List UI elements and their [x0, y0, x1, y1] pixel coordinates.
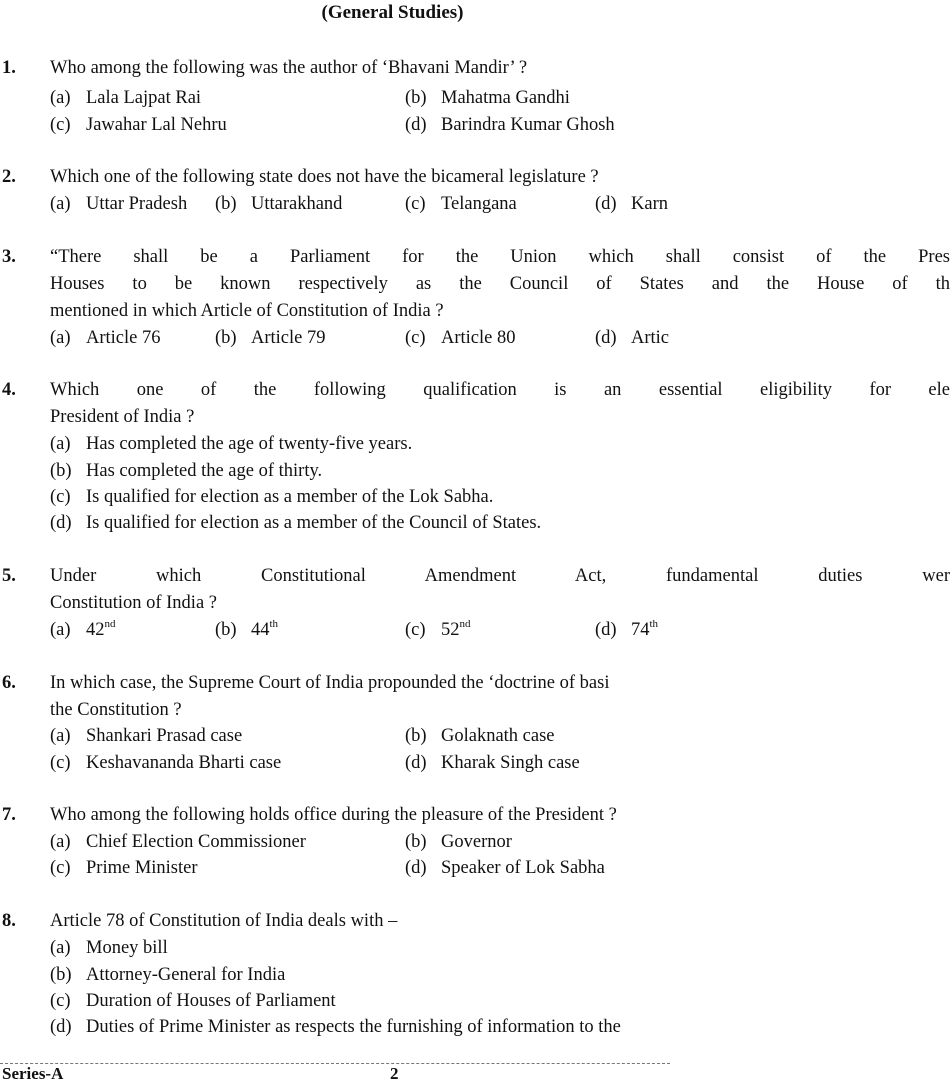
option-c [50, 115, 227, 136]
option-d [405, 753, 580, 774]
option-a [50, 620, 116, 641]
option-b [215, 194, 342, 215]
page-title: (General Studies) [321, 2, 464, 23]
option-label: (d) [405, 115, 427, 135]
option-label: (b) [405, 88, 427, 108]
option-text: Duration of Houses of Parliament [86, 991, 336, 1011]
question-text: “There shall be a Parliament for the Union which shall consist of the Pres [50, 247, 950, 267]
option-label: (d) [405, 753, 427, 773]
option-label: (a) [50, 434, 71, 454]
option-a [50, 328, 161, 349]
option-label: (b) [405, 726, 427, 746]
option-label: (c) [50, 487, 71, 507]
option-text: Mahatma Gandhi [441, 88, 570, 108]
option-a [50, 938, 168, 959]
option-a [50, 434, 412, 455]
option-label: (d) [405, 858, 427, 878]
option-text: Prime Minister [86, 858, 198, 878]
option-label: (d) [595, 620, 617, 640]
question-number: 6. [2, 673, 16, 693]
option-b [405, 726, 555, 747]
option-d [595, 194, 668, 215]
option-label: (b) [215, 620, 237, 640]
question-text: Article 78 of Constitution of India deals with – [50, 911, 398, 931]
question-text: Houses to be known respectively as the Council of States and the House of th [50, 274, 950, 294]
question-number: 7. [2, 805, 16, 825]
question-number: 4. [2, 380, 16, 400]
option-a [50, 726, 242, 747]
option-c [405, 620, 471, 641]
option-text: Money bill [86, 938, 168, 958]
option-label: (c) [405, 194, 426, 214]
option-text: Article 76 [86, 328, 161, 348]
option-b [50, 965, 285, 986]
option-label: (a) [50, 938, 71, 958]
option-text: Attorney-General for India [86, 965, 286, 985]
option-text: Uttar Pradesh [86, 194, 188, 214]
option-d [50, 513, 541, 534]
option-superscript: th [649, 618, 659, 630]
option-b [215, 620, 278, 641]
question-text: President of India ? [50, 407, 195, 427]
option-label: (c) [50, 991, 71, 1011]
option-text: Is qualified for election as a member of the Council of States. [86, 513, 542, 533]
question-number: 2. [2, 167, 16, 187]
option-a [50, 88, 201, 109]
question-text: Which one of the following qualification is an essential eligibility for ele [50, 380, 950, 400]
option-label: (a) [50, 328, 71, 348]
option-label: (c) [405, 328, 426, 348]
option-text: Article 80 [441, 328, 516, 348]
option-b [215, 328, 326, 349]
option-label: (d) [595, 194, 617, 214]
question-text: In which case, the Supreme Court of India propounded the ‘doctrine of basi [50, 673, 610, 693]
option-label: (b) [50, 461, 72, 481]
option-text: Lala Lajpat Rai [86, 88, 202, 108]
option-text: 52 [441, 620, 460, 640]
option-c [50, 858, 198, 879]
question-number: 3. [2, 247, 16, 267]
option-text: Keshavananda Bharti case [86, 753, 282, 773]
option-label: (d) [595, 328, 617, 348]
option-text: Artic [631, 328, 670, 348]
option-text: Is qualified for election as a member of the Lok Sabha. [86, 487, 494, 507]
option-text: Governor [441, 832, 512, 852]
option-a [50, 832, 306, 853]
option-b [405, 88, 570, 109]
option-label: (b) [215, 328, 237, 348]
question-text: mentioned in which Article of Constitution of India ? [50, 301, 444, 321]
question-text: the Constitution ? [50, 700, 182, 720]
question-number: 8. [2, 911, 16, 931]
question-number: 1. [2, 58, 16, 78]
option-text: Duties of Prime Minister as respects the furnishing of information to the [86, 1017, 621, 1037]
option-label: (b) [215, 194, 237, 214]
option-b [50, 461, 322, 482]
option-label: (a) [50, 620, 71, 640]
option-c [50, 753, 281, 774]
option-text: 44 [251, 620, 270, 640]
option-text: Chief Election Commissioner [86, 832, 306, 852]
option-text: Shankari Prasad case [86, 726, 243, 746]
option-c [50, 991, 336, 1012]
option-b [405, 832, 512, 853]
option-a [50, 194, 187, 215]
option-d [50, 1017, 621, 1038]
question-number: 5. [2, 566, 16, 586]
option-label: (a) [50, 726, 71, 746]
option-superscript: th [269, 618, 279, 630]
option-d [405, 115, 615, 136]
option-text: Barindra Kumar Ghosh [441, 115, 615, 135]
option-d [595, 328, 669, 349]
option-label: (d) [50, 513, 72, 533]
option-label: (c) [50, 858, 71, 878]
option-text: Karn [631, 194, 668, 214]
option-text: Has completed the age of twenty-five years. [86, 434, 413, 454]
option-label: (a) [50, 194, 71, 214]
page-number: 2 [390, 1064, 399, 1083]
question-text: Under which Constitutional Amendment Act, fundamental duties wer [50, 566, 950, 586]
question-text: Constitution of India ? [50, 593, 217, 613]
option-text: 74 [631, 620, 650, 640]
option-label: (b) [50, 965, 72, 985]
option-text: Telangana [441, 194, 517, 214]
option-superscript: nd [104, 618, 116, 630]
option-text: Kharak Singh case [441, 753, 580, 773]
option-label: (b) [405, 832, 427, 852]
option-text: Uttarakhand [251, 194, 343, 214]
option-label: (a) [50, 88, 71, 108]
option-c [405, 194, 517, 215]
footer-divider [0, 1063, 670, 1064]
option-text: Golaknath case [441, 726, 555, 746]
option-d [405, 858, 605, 879]
option-d [595, 620, 658, 641]
question-text: Who among the following holds office during the pleasure of the President ? [50, 805, 617, 825]
option-text: Jawahar Lal Nehru [86, 115, 227, 135]
option-c [405, 328, 516, 349]
question-text: Who among the following was the author of ‘Bhavani Mandir’ ? [50, 58, 528, 78]
option-text: Speaker of Lok Sabha [441, 858, 605, 878]
option-label: (c) [405, 620, 426, 640]
option-text: Has completed the age of thirty. [86, 461, 323, 481]
option-label: (a) [50, 832, 71, 852]
option-label: (c) [50, 115, 71, 135]
question-text: Which one of the following state does not have the bicameral legislature ? [50, 167, 599, 187]
option-label: (c) [50, 753, 71, 773]
option-c [50, 487, 493, 508]
option-label: (d) [50, 1017, 72, 1037]
series-label: Series-A [2, 1064, 64, 1083]
option-text: 42 [86, 620, 105, 640]
option-superscript: nd [459, 618, 471, 630]
option-text: Article 79 [251, 328, 326, 348]
